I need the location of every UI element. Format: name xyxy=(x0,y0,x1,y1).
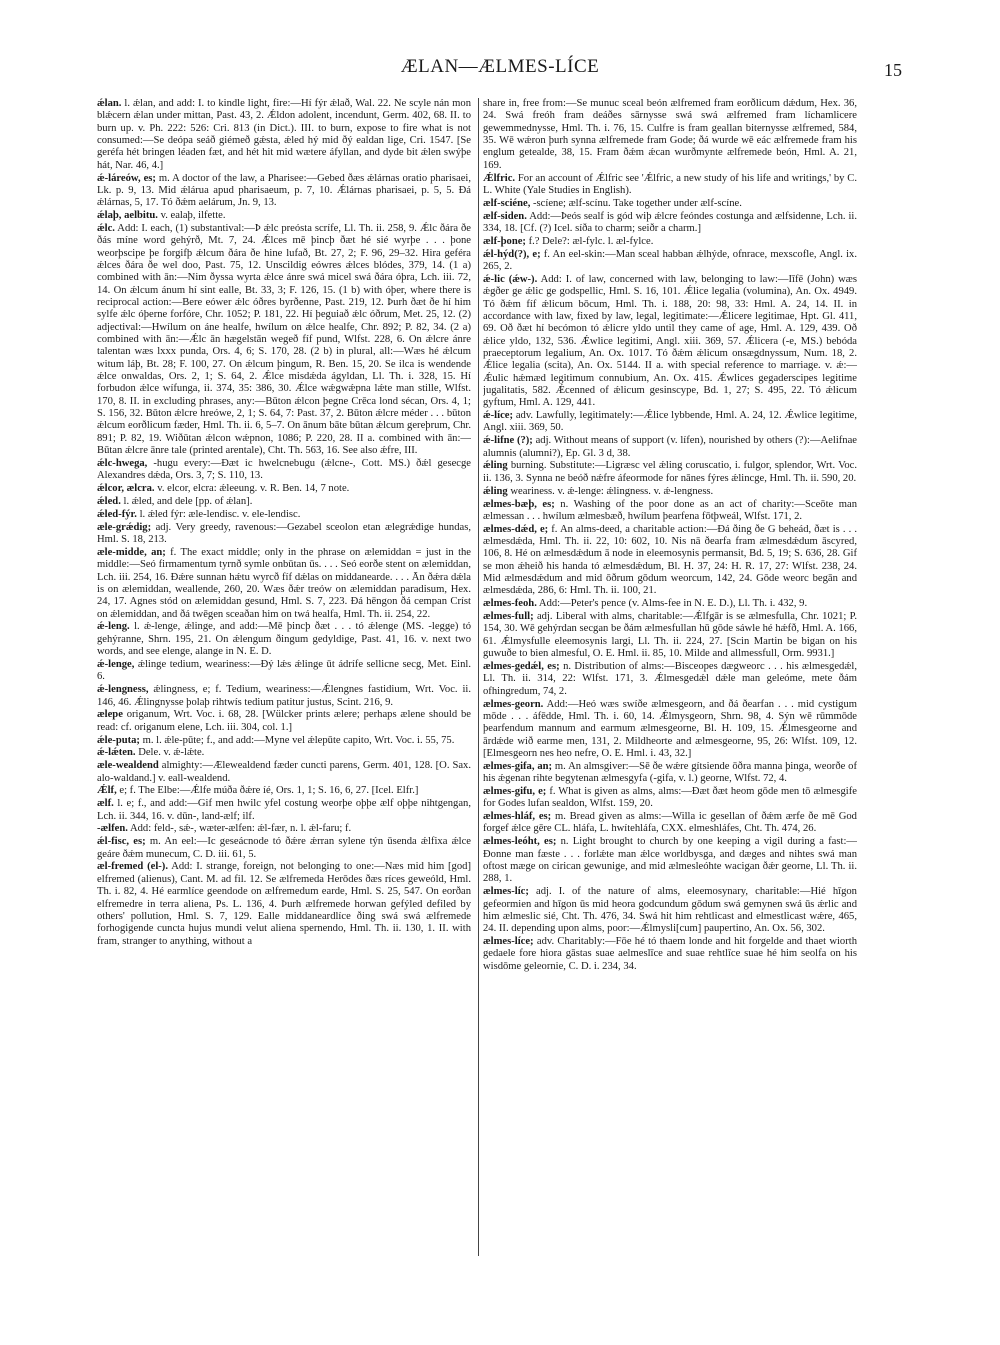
entry-headword: ǽlcor, ælcra. xyxy=(97,483,155,495)
dictionary-entry xyxy=(97,458,471,483)
entry-headword: ælmes-leóht, es; xyxy=(483,836,557,848)
dictionary-entry xyxy=(97,735,471,747)
dictionary-entry xyxy=(97,861,471,947)
dictionary-entry xyxy=(97,173,471,210)
entry-definition: e; f. The Elbe:—Ǽlfe múða ðǽre íé, Ors. 1, 1; S. 16, 6, 27. [Icel. Elfr.] xyxy=(119,785,419,797)
entry-definition: ǽlingness, e; f. Tedium, weariness:—Ǽlengnes fastidium, Wrt. Voc. ii. 146, 46. Ǽlingnysse þolaþ rihtwís tedium patitur justus, Scint. 216, 9. xyxy=(97,684,471,708)
entry-definition: m. An almsgiver:—Sē ðe wǽre gítsiende ōðra manna þinga, weorðe of his ǽgenan rihte begytenan ælmesgyfa (-gifa, v. l.) georne, Wlfst. 72, 4. xyxy=(483,760,857,785)
entry-headword: ǽ-lifne (?); xyxy=(483,435,533,447)
dictionary-entry xyxy=(483,499,857,524)
entry-headword: ǽling xyxy=(483,460,508,472)
page-title: ÆLAN—ÆLMES-LÍCE xyxy=(400,56,600,77)
entry-definition: Add:—Peter's pence (v. Alms-fee in N. E. D.), Ll. Th. i. 432, 9. xyxy=(538,598,808,610)
entry-definition: adj. I. of the nature of alms, eleemosynary, charitable:—Hié hīgon gefeormien and hīgon ūs mid heora godcundum gōdum swá gemynen swá ūs ǽrlic and him ælmeslic sié, Cht. Th. 476, 34. Swá hit him rehtlicast and elmestlicast wǽre, 465, 24. II. depending upon alms, poor:—Ǽlmysli[cum] paupertino, An. Ox. 56, 302. xyxy=(483,886,857,935)
dictionary-entry xyxy=(483,699,857,761)
entry-definition: adj. Without means of support (v. lífen), nourished by others (?):—Aelifnae alumnis (alumni?), Ep. Gl. 3 d, 38. xyxy=(483,435,857,459)
entry-headword: ǽlan. xyxy=(97,98,122,109)
entry-headword: ælmes-hláf, es; xyxy=(483,811,552,823)
dictionary-entry xyxy=(483,410,857,435)
dictionary-entry xyxy=(97,223,471,458)
dictionary-entry xyxy=(483,811,857,836)
entry-definition: m. A doctor of the law, a Pharisee:—Gebed ðæs ǽlárnas oratio pharisaei, Lk. p. 9, 13. Mid ǽlárua apud pharisaeum, p. 7, 10. Ǽlárnas pharisaei, p. 5, 5. Ðá ǽlárnas, 5, 17. Tó ðǽm aelárum, Jn. 9, 13. xyxy=(97,172,471,209)
dictionary-entry xyxy=(483,836,857,885)
entry-headword: ælmes-gedǽl, es; xyxy=(483,660,560,672)
dictionary-entry xyxy=(483,936,857,973)
entry-headword: ǽled-fýr. xyxy=(97,508,137,520)
entry-definition: Add: feld-, sǽ-, wæter-ælfen: ǽl-fær, n. l. ǽl-faru; f. xyxy=(129,823,352,835)
entry-headword: ǽ-lengness, xyxy=(97,684,149,696)
entry-headword: ælmes-bæþ, es; xyxy=(483,498,555,510)
dictionary-entry xyxy=(97,823,471,835)
entry-headword: ælmes-líc; xyxy=(483,886,529,898)
entry-definition: l. ǽ-lenge, ǽlinge, and add:—Mē þincþ ðæt . . . tó ǽlenge (MS. -legge) tó gehýranne, Shrn. 195, 21. On ǽlengum ðingum gedyldige, Past. 41, 16. v. next two words, and see elenge, alange in N. E. D. xyxy=(97,621,471,658)
entry-headword: ǽlc-hwega, xyxy=(97,457,148,469)
dictionary-entry xyxy=(97,509,471,521)
entry-headword: -ælfen. xyxy=(97,823,128,835)
entry-headword: Ǽlfric. xyxy=(483,172,516,184)
entry-headword: ælmes-gifa, an; xyxy=(483,760,553,772)
dictionary-entry xyxy=(97,522,471,547)
entry-headword: ælf-þone; xyxy=(483,235,526,247)
entry-definition: adv. Lawfully, legitimately:—Ǽlice lybbende, Hml. A. 24, 12. Ǽwlice legitime, Angl. xiii. 369, 50. xyxy=(483,410,857,434)
dictionary-entry xyxy=(483,435,857,460)
entry-definition: -scíene; ælf-scínu. Take together under ælf-scíne. xyxy=(533,197,742,209)
entry-definition: For an account of Ǽlfric see 'Ǽlfric, a new study of his life and writings,' by C. L. White (Yale Studies in English). xyxy=(483,172,857,196)
entry-headword: ælmes-georn. xyxy=(483,698,544,710)
entry-headword: ælf-sciéne, xyxy=(483,197,531,209)
dictionary-entry xyxy=(483,598,857,610)
dictionary-entry xyxy=(483,460,857,485)
entry-headword: ǽle-puta; xyxy=(97,734,140,746)
entry-headword: ælmes-gifu, e; xyxy=(483,785,547,797)
dictionary-entry xyxy=(97,836,471,861)
entry-definition: n. Light brought to church by one keeping a vigil during a fast:—Ðonne man fæste . . . forlǽte man ǽlce worldbysga, and dæges and nihtes swá man oftost mæge on cirican gewunige, and mid ælmesleóhte wacigan ðǽr georne, Ll. Th. ii. 288, 1. xyxy=(483,836,857,885)
entry-definition: f. What is given as alms, alms:—Ðæt ðæt heom gōde men tō ælmesgife for Godes lufan sealdon, Wlfst. 159, 20. xyxy=(483,785,857,810)
entry-definition: Add:—Þeós sealf is gód wiþ ǽlcre feóndes costunga and ælfsidenne, Lch. ii. 334, 18. [Cf. (?) Icel. síða to charm; seiðr a charm.] xyxy=(483,210,857,234)
entry-definition: v. elcor, elcra: ǽleeung. v. R. Ben. 14, 7 note. xyxy=(157,483,350,495)
entry-headword: ǽ-láreów, es; xyxy=(97,172,156,184)
entry-headword: ælepe xyxy=(97,709,123,721)
dictionary-entry xyxy=(483,173,857,198)
entry-headword: ǽ-lic (ǽw-). xyxy=(483,273,538,285)
left-column xyxy=(97,98,471,1328)
dictionary-entry xyxy=(97,709,471,734)
entry-headword: ǽlaþ, aelbitu. xyxy=(97,210,158,222)
entry-headword: ælmes-líce; xyxy=(483,936,534,948)
entry-definition: f. An alms-deed, a charitable action:—Ðá ðing ðe G beheád, ðæt is . . . ælmesdǽda, Hml. Th. ii. 22, 10: 602, 10. Nis nā ðearfa fram ælmesdǽdum āscyred, 106, 8. Hé on ælmesdǽdum ā node in eleemosynis permansit, Bd. 5, 19; S. 636, 28. Gif se mon ǽheið his handa tó ælmesdǽdum, Bl. H. 37, 24: H. R. 17, 27: Wlfst. 238, 24. Mid ælmesdǽdum and mid ōðrum gōdum weorcum, 142, 24. Gōde weorc begān and ælmesdǽda, 286, 6: Hml. Th. ii. 100, 21. xyxy=(483,523,857,597)
entry-definition: share in, free from:—Se munuc sceal beón ælfremed fram eorðlicum dǽdum, Hex. 36, 24. Swá freóh fram deáðes sārnysse swá swá ælfremed fram líchamlicere gewemmednysse, Hml. Th. i. 76, 15. Culfre is fram geallan biternysse ælfremed, 584, 35. Wē wǽron þurh synna ælfremede fram Gode; ðá wurde wē eác ælfremede fram his englum getealde, 38, 15. Fram ðǽm ǽcan wurðmynte ælfremede beón, Hml. A. 21, 169. xyxy=(483,98,857,171)
entry-definition: m. l. ǽle-pūte; f., and add:—Myne vel ǽlepūte capito, Wrt. Voc. i. 55, 75. xyxy=(142,734,455,746)
dictionary-entry xyxy=(483,611,857,660)
entry-definition: l. ǽlan, and add: I. to kindle light, fire:—Hí fýr ǽlað, Wal. 22. Ne scyle nán mon blǽcern ǽlan under mittan, Past. 43, 2. Ǽldon adolent, incendunt, Germ. 402, 68. II. to burn up. v. Ph. 222: 526: Cri. 813 (in Dict.). III. to burn, expose to fire what is not consumed:—Se deópa seáð giémeð gǽsta, ǽled hý mid ðý ealdan lige, Cri. 1547. [Se geréfa hét bringen léaden fæt, and hét hit mid wætere áfyllan, and dyde bit ǽlen swýþe hát, Nar. 46, 4.] xyxy=(97,98,471,171)
entry-definition: Add: I. strange, foreign, not belonging to one:—Næs mid him [god] elfremed (alienus), Cant. M. ad fil. 12. Se ælfremeda Herōdes ðæs ríces geweóld, Hml. Th. i. 82, 4. Hé earmlíce geendode on ælfremedum earde, Hml. S. 25, 547. On eorðan elfremedre in terra aliena, Ps. L. 136, 4. Þurh ælfremede horwan gefýled defiled by others' pollution, Hml. S. 7, 129. Ealle middaneardlíce ðing swá swá ælfremede forhogigende cuncta hujus mundi velut aliena spernendo, Hml. Th. ii. 130, 1. II. with fram, stranger to anything, without a xyxy=(97,861,471,947)
entry-definition: origanum, Wrt. Voc. i. 68, 28. [Wülcker prints ælere; perhaps ælene should be read: cf. origanum elene, Lch. iii. 304, col. 1.] xyxy=(97,709,471,733)
entry-headword: ǽ-leng. xyxy=(97,621,130,633)
entry-definition: weariness. v. ǽ-lenge: ǽlingness. v. ǽ-lengness. xyxy=(510,485,714,497)
dictionary-entry xyxy=(483,236,857,248)
entry-definition: adj. Liberal with alms, charitable:—Ǽlfgār is se ælmesfulla, Chr. 1021; P. 154, 30. Wē gehýrdan secgan be ðám ælmesfullan hū gōde sáwle hé hǽfð, Hml. A. 166, 61. Ǽlmysfulle eleemosynis largi, Ll. Th. ii. 224, 27. [Scin Martin be bigan on his guwuðe to bien almesful, O. E. Hml. ii. 85, 10. Milde and allmessfull, Orm. 9931.] xyxy=(483,611,857,660)
dictionary-entry xyxy=(97,659,471,684)
dictionary-entry xyxy=(483,249,857,274)
dictionary-entry xyxy=(97,98,471,172)
dictionary-entry xyxy=(483,761,857,786)
entry-headword: ælmes-full; xyxy=(483,611,534,623)
entry-definition: -hugu every:—Ðæt ic hwelcnebugu (ǽlcne-, Cott. MS.) ðǽl gesecge Alexandres dǽda, Ors. 3, 7; S. 110, 13. xyxy=(97,457,471,482)
dictionary-entry xyxy=(97,496,471,508)
entry-definition: adv. Charitably:—Fōe hé tó thaem londe and hit forgelde and thaet wiorth gedaele fore hiora gāstas suae aelmeslīce and suae rehtlīce suae hé him seolfa on his wisdōme geleornie, C. D. i. 234, 34. xyxy=(483,936,857,972)
entry-headword: ǽ-lenge, xyxy=(97,658,135,670)
entry-definition: f.? Dele?: æl-fylc. l. æl-fylce. xyxy=(528,235,654,247)
entry-headword: æle-midde, an; xyxy=(97,546,166,558)
entry-headword: æle-wealdend xyxy=(97,760,159,772)
entry-headword: ælmes-dǽd, e; xyxy=(483,523,549,535)
entry-headword: ælmes-feoh. xyxy=(483,598,537,610)
entry-definition: v. ealaþ, ilfette. xyxy=(160,210,226,222)
entry-definition: f. The exact middle; only in the phrase on ælemiddan = just in the middle:—Seó firmamentum tyrnð symle onbūtan ūs. . . . Seó eorðe stent on ælemiddan, Lch. iii. 254, 16. Ðǽre sunnan hǽtu wyrcð fíf dǽlas on middaneardе. . . . Ān ðǽra dǽla is on ælemiddan, weallende, 260, 20. Wæs ðǽr treów on ælemiddan paradisum, Hex. 24, 17. Agnes stód on ælemiddan gesund, Hml. S. 7, 223. Ðá hēngon ðá cempan Críst on ǽlemiddan, and ðá twēgen sceaðan him on twá healfa, Hml. Th. ii. 254, 22. xyxy=(97,546,471,620)
entry-headword: ælf. xyxy=(97,798,114,810)
dictionary-entry xyxy=(483,98,857,172)
entry-definition: Add: I. of law, concerned with law, belonging to law:—Iīfē (John) wæs ǽgðer ge ǽlic ge godspellic, Hml. S. 16, 101. Ǽlice legalia (volumina), An. Ox. 4949. Tó ðǽm fíf ǽlicum bōcum, Hml. Th. i. 188, 20: 98, 33: Hml. A. 24, 14. II. in accordance with law, fixed by law, legal, legitimate:—Ǽlicere legitimae, Hpt. Gl. 411, 69. Oð ðæt hí becómon tó ǽlicre yldo until they came of age, Hml. A. 129, 439. Oð ǽlice yldo, 132, 536. Ǽwlice legitimi, Angl. xiii. 369, 57. Ǽlicera (-e, MS.) bebóda praeceptorum legalium, An. Ox. 1017. Tó ðǽm ǽlicum onsægdnyssum, Num. 18, 2. Ǽlice legalia (scita), An. Ox. 5144. II a. with special reference to marriage. v. ǽ:—Ǽulic hǽmæd legitimum connubium, An. Ox. 415. Ǽwlices gegaderscipes legitime jugalitatis, 582. Ǽcenned of ǽlicum gesinscype, Bd. 1, 27; S. 495, 22. Tó ǽlicum gyftum, Hml. A. 129, 441. xyxy=(483,273,857,409)
entry-definition: f. An eel-skin:—Man sceal habban ǽlhýde, ofnrace, mexscofle, Angl. ix. 265, 2. xyxy=(483,248,857,272)
entry-definition: l. ǽled fýr: æle-lendisc. v. ele-lendisc. xyxy=(139,508,301,520)
column-divider xyxy=(478,98,479,1256)
entry-definition: Dele. v. ǽ-lǽte. xyxy=(138,747,205,759)
dictionary-entry xyxy=(97,747,471,759)
entry-headword: ǽlc. xyxy=(97,222,115,234)
entry-definition: l. ǽled, and dele [pp. of ǽlan]. xyxy=(123,496,253,507)
dictionary-entry xyxy=(483,486,857,498)
entry-headword: ǽ-lǽten. xyxy=(97,747,136,759)
dictionary-entry xyxy=(483,198,857,210)
entry-definition: m. Bread given as alms:—Willa ic gesellan of ðǽm ærfe ðe mē God forgef ǽlce gēre CL. hláfa, L. hwítehláfa, CXX. elmeshláfes, Cht. Th. 474, 26. xyxy=(483,811,857,835)
dictionary-entry xyxy=(483,274,857,410)
entry-definition: almighty:—Ælewealdend fæder cuncti parens, Germ. 401, 128. [O. Sax. alo-waldand.] v. eall-wealdend. xyxy=(97,760,471,784)
right-column xyxy=(483,98,857,1328)
entry-definition: burning. Substitute:—Ligræsc vel ǽling coruscatio, i. fulgor, splendor, Wrt. Voc. ii. 136, 3. Synna ne beóð nǽfre áfeormode for nānes fýres ǽlincge, Hml. Th. ii. 590, 20. xyxy=(483,460,857,484)
entry-definition: adj. Very greedy, ravenous:—Gezabel sceolon etan ælegrǽdige hundas, Hml. S. 18, 213. xyxy=(97,521,471,546)
dictionary-entry xyxy=(483,524,857,598)
dictionary-entry xyxy=(97,798,471,823)
dictionary-entry xyxy=(97,210,471,222)
entry-headword: Ǽlf, xyxy=(97,785,117,797)
entry-definition: n. Washing of the poor done as an act of charity:—Sceōte man ælmessan . . . hwílum ælmesbæð, hwílum þearfena fōtþweál, Wlfst. 171, 2. xyxy=(483,498,857,522)
entry-definition: Add: I. each, (1) substantival:—Þ ǽlc preósta scrífe, Ll. Th. ii. 258, 9. Ǽlc ðára ðe ðás míne word gehýrð, Mt. 7, 24. Ǽlces mē þincþ ðæt hé sié wyrþe . . . þone weorþscipe þe forgifþ ǽlcum ðára ðe hine lufað, Bt. 27, 2; F. 96, 29–32. Hira geféra ǽlces ðára ðe wel doo, Past. 75, 12. Unscildig eówres ǽlces blódes, 379, 14. (1 a) combined with ān:—Nim ðyssa wyrta ǽlce ánre swá micel swá ðára óþra, Lch. iii. 72, 14. On ǽlcum ánum hí sint ealle, Bt. 33, 3; F. 126, 15. (1 b) with óþer, where there is reciprocal action:—Bere eówer ǽlc óðres byrðenne, Past. 219, 12. Þurh ðæt ðe hí him sylfe ǽlc óþerne forfóre, Chr. 1052; P. 181, 22. Hí þeguiað ǽlc óðrum, Met. 25, 12. (2) adjectival:—Hwílum on áne healfe, hwílum on ǽlce healfe, Chr. 892; P. 82, 34. (2 a) combined with ān:—Ǽlc ān hægelstān wegeð fíf pund, Wlfst. 228, 6. On ǽlcre ánre talentan wæs lxxx punda, Ors. 4, 6; S. 170, 28. (2 b) in plural, all:—Wæs hé ǽlcum witum láþ, Bt. 28; F. 100, 27. On ǽlcum þingum, R. Ben. 15, 20. Se ilca is wendende ǽlce onwaldas, Ors. 2, 1; S. 64, 2. Ǽlce misdǽda ágyldan, Ll. Th. i. 328, 15. Hí forbudon ǽlce wífunga, ii. 374, 35: 386, 30. Ǽlce wǽgwǽpna lǽte man stille, Wlfst. 170, 8. II. in excluding phrases, any:—Būton ǽlcon þegne Crēca lond sécan, Ors. 4, 1; S. 156, 32. Būton ǽlcre hreówe, 2, 1; S. 64, 7: Past. 37, 2. Būton ǽlcre méder . . . būton ǽlcum eorðlicum fæder, Hml. Th. ii. 6, 5–7. On ānum bāte būtan ǽlcum gereþrum, Chr. 891; P. 82, 19. Wiðūtan ǽlcon wǽpnon, 1086; P. 220, 28. II a. combined with ān:—Būtan ǽlcre ānre tale (printed arentale), Cht. Th. 563, 16. See also ǽfre, III. xyxy=(97,222,471,457)
dictionary-entry xyxy=(97,547,471,621)
entry-definition: m. An eel:—Ic geseácnode tó ðǽre ǽrran sylene týn ūsenda ǽlfixa ǽlce geáre ðǽm munecum, C. D. iii. 61, 5. xyxy=(97,836,471,860)
entry-definition: l. e; f., and add:—Gif men hwilc yfel costung weorþe oþþe ælf oþþe nihtgengan, Lch. ii. 344, 16. v. dūn-, land-ælf; ilf. xyxy=(97,798,471,822)
dictionary-entry xyxy=(483,661,857,698)
dictionary-entry xyxy=(97,483,471,495)
dictionary-entry xyxy=(483,786,857,811)
running-head xyxy=(0,56,1000,84)
entry-definition: n. Distribution of alms:—Bisceopes dægweorc . . . his ælmesgedǽl, Ll. Th. ii. 314, 22: Wlfst. 171, 3. Ǽlmesgedǽl dǽle man geleóme, mete ðám ofhingredum, 74, 2. xyxy=(483,660,857,697)
dictionary-entry xyxy=(97,684,471,709)
page-number: 15 xyxy=(884,60,902,80)
entry-headword: ælf-siden. xyxy=(483,210,527,222)
entry-headword: ǽled. xyxy=(97,496,121,507)
entry-headword: æl-fremed (el-). xyxy=(97,861,168,873)
dictionary-entry xyxy=(97,760,471,785)
entry-headword: ǽl-fisc, es; xyxy=(97,836,146,848)
entry-headword: ǽ-líce; xyxy=(483,410,513,422)
dictionary-entry xyxy=(97,621,471,658)
entry-definition: ǽlinge tedium, weariness:—Ðý lǽs ǽlinge ūt ádrífe sellicne secg, Met. Einl. 6. xyxy=(97,658,471,683)
dictionary-entry xyxy=(97,785,471,797)
entry-headword: ǽling xyxy=(483,485,508,497)
dictionary-entry xyxy=(483,211,857,236)
entry-headword: æle-grǽdig; xyxy=(97,521,152,533)
entry-headword: ǽl-hýd(?), e; xyxy=(483,248,541,260)
dictionary-entry xyxy=(483,886,857,935)
entry-definition: Add:—Heó wæs swíðe ælmesgeorn, and ðá ðearfan . . . mid cystigum mōde . . . áfēdde, Hml. Th. i. 60, 14. Ǽlmysgeorn, Shrn. 98, 4. Sýn wē rūmmōde þearfendum mannum and earmum ælmesgeorne, Bl. H. 109, 15. Ǽlmesgeorne and ārdǽde wið earme men, 131, 2. Mildheorte and ælmesgeorne, 95, 26: Wlfst. 109, 12. [Elmesgeorn nes heo nefre, O. E. Hml. i. 43, 32.] xyxy=(483,698,857,759)
